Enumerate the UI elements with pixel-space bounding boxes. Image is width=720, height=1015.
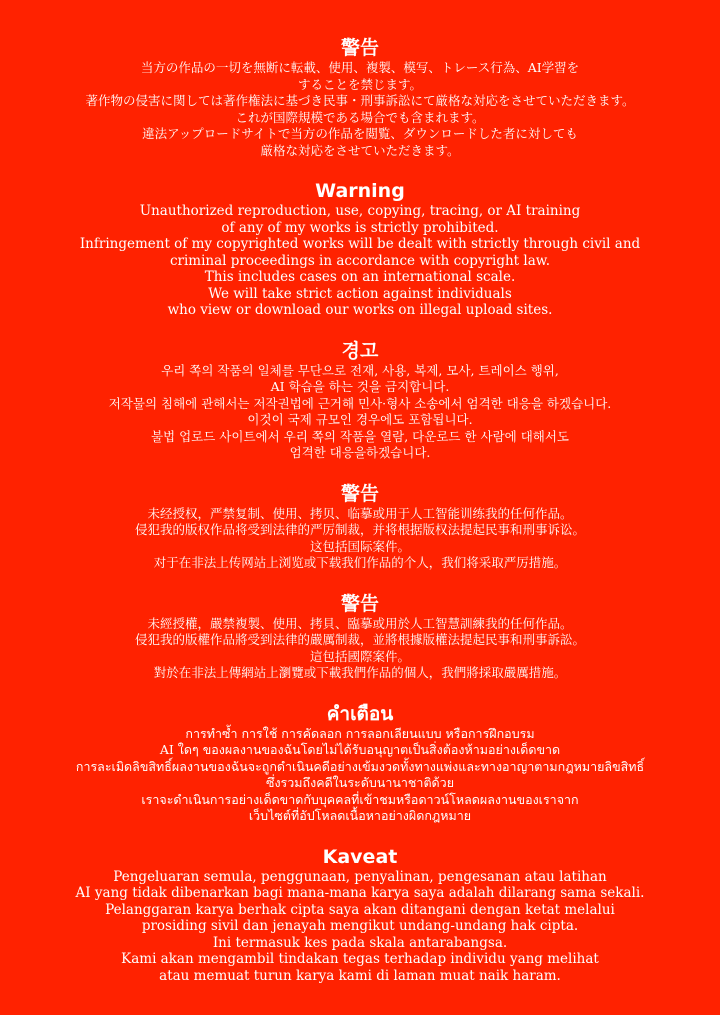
notice-body-japanese (0, 60, 720, 159)
notice-line: 未经授权，严禁复制、使用、拷贝、临摹或用于人工智能训练我的任何作品。 (147, 505, 573, 521)
notice-malay (0, 845, 720, 985)
notice-line: AI yang tidak dibenarkan bagi mana-mana karya saya adalah dilarang sama sekali. (75, 885, 645, 901)
notice-line: 当方の作品の一切を無断に転載、使用、複製、模写、トレース行為、AI学習を (140, 60, 580, 75)
notice-line: We will take strict action against individuals (208, 285, 512, 302)
notice-title-korean: 경고 (341, 339, 379, 362)
notice-body-malay (0, 869, 720, 985)
notice-line: Pengeluaran semula, penggunaan, penyalinan, pengesanan atau latihan (113, 868, 607, 885)
notice-line: AI ใดๆ ของผลงานของฉันโดยไม่ได้รับอนุญาตเป็นสิ่งต้องห้ามอย่างเด็ดขาด (159, 742, 561, 757)
notice-line: 우리 쪽의 작품의 일체를 무단으로 전재, 사용, 복제, 모사, 트레이스 행위, (161, 362, 559, 378)
notice-title-thai: คำเตือน (326, 702, 394, 725)
notice-line: 这包括国际案件。 (309, 538, 410, 554)
notice-line: Ini termasuk kes pada skala antarabangsa. (212, 934, 508, 951)
notice-line: することを禁じます。 (297, 76, 422, 92)
notice-line: 這包括國際案件。 (309, 648, 410, 664)
notice-title-english: Warning (315, 180, 405, 202)
notice-simplified-chinese (0, 482, 720, 572)
notice-line: 저작물의 침해에 관해서는 저작권법에 근거해 민사·형사 소송에서 엄격한 대응을 하겠습니다. (108, 395, 612, 411)
notice-title-traditional-chinese: 警告 (340, 592, 379, 615)
notice-body-simplified-chinese (0, 506, 720, 572)
notice-line: เว็บไซต์ที่อัปโหลดเนื้อหาอย่างผิดกฎหมาย (248, 808, 472, 823)
notice-line: Infringement of my copyrighted works will be dealt with strictly through civil and (79, 236, 641, 252)
notice-line: เราจะดำเนินการอย่างเด็ดขาดกับบุคคลที่เข้าชมหรือดาวน์โหลดผลงานของเราจาก (141, 791, 579, 807)
notice-line: 불법 업로드 사이트에서 우리 쪽의 작품을 열람, 다운로드 한 사람에 대해서도 (150, 428, 570, 444)
notice-thai (0, 702, 720, 825)
notice-line: การละเมิดลิขสิทธิ์ผลงานของฉันจะถูกดำเนินคดีอย่างเข้มงวดทั้งทางแพ่งและทางอาญาตามกฎหมายลิขสิทธิ์ (75, 758, 645, 774)
notice-body-traditional-chinese (0, 616, 720, 682)
notice-line: of any of my works is strictly prohibited. (221, 219, 499, 236)
notice-japanese (0, 36, 720, 159)
notice-traditional-chinese (0, 592, 720, 682)
notice-line: 違法アップロードサイトで当方の作品を閲覧、ダウンロードした者に対しても (142, 126, 578, 141)
notice-line: 对于在非法上传网站上浏览或下载我们作品的个人，我们将采取严厉措施。 (153, 555, 567, 570)
notice-title-simplified-chinese: 警告 (340, 482, 379, 505)
notice-line: การทำซ้ำ การใช้ การคัดลอก การลอกเลียนแบบ หรือการฝึกอบรม (185, 725, 535, 741)
notice-line: Unauthorized reproduction, use, copying, tracing, or AI training (139, 203, 581, 219)
notice-line: who view or download our works on illegal upload sites. (167, 302, 553, 318)
notice-line: 이것이 국제 규모인 경우에도 포함됩니다. (247, 412, 473, 427)
notice-line: ซึ่งรวมถึงคดีในระดับนานาชาติด้วย (265, 775, 455, 790)
notice-line: 著作物の侵害に関しては著作権法に基づき民事・刑事訴訟にて厳格な対応をさせていただきます。 (85, 93, 635, 108)
notice-line: 엄격한 대응을하겠습니다. (289, 445, 431, 460)
notice-line: atau memuat turun karya kami di laman muat naik haram. (159, 967, 561, 984)
notice-line: criminal proceedings in accordance with copyright law. (169, 252, 551, 269)
notice-body-english (0, 203, 720, 319)
notice-line: Pelanggaran karya berhak cipta saya akan ditangani dengan ketat melalui (105, 901, 615, 918)
notice-line: 侵犯我的版权作品将受到法律的严厉制裁，并将根据版权法提起民事和刑事诉讼。 (134, 522, 585, 537)
notice-korean (0, 339, 720, 462)
notice-line: AI 학습을 하는 것을 금지합니다. (270, 379, 450, 394)
notice-line: 厳格な対応をさせていただきます。 (260, 142, 460, 158)
notice-line: prosiding sivil dan jenayah mengikut undang-undang hak cipta. (141, 918, 579, 934)
notice-body-thai (0, 726, 720, 825)
notice-line: 侵犯我的版權作品將受到法律的嚴厲制裁，並將根據版權法提起民事和刑事訴訟。 (134, 632, 585, 647)
notice-line: 未經授權，嚴禁複製、使用、拷貝、臨摹或用於人工智慧訓練我的任何作品。 (147, 615, 573, 631)
notice-line: This includes cases on an international scale. (204, 269, 516, 285)
notice-english (0, 179, 720, 319)
notice-line: これが国際規模である場合でも含まれます。 (235, 109, 485, 125)
notice-line: Kami akan mengambil tindakan tegas terhadap individu yang melihat (121, 951, 599, 967)
notice-title-malay: Kaveat (322, 845, 398, 868)
notice-body-korean (0, 363, 720, 462)
notice-line: 對於在非法上傳網站上瀏覽或下載我們作品的個人，我們將採取嚴厲措施。 (153, 665, 567, 680)
notice-title-japanese: 警告 (340, 37, 379, 59)
